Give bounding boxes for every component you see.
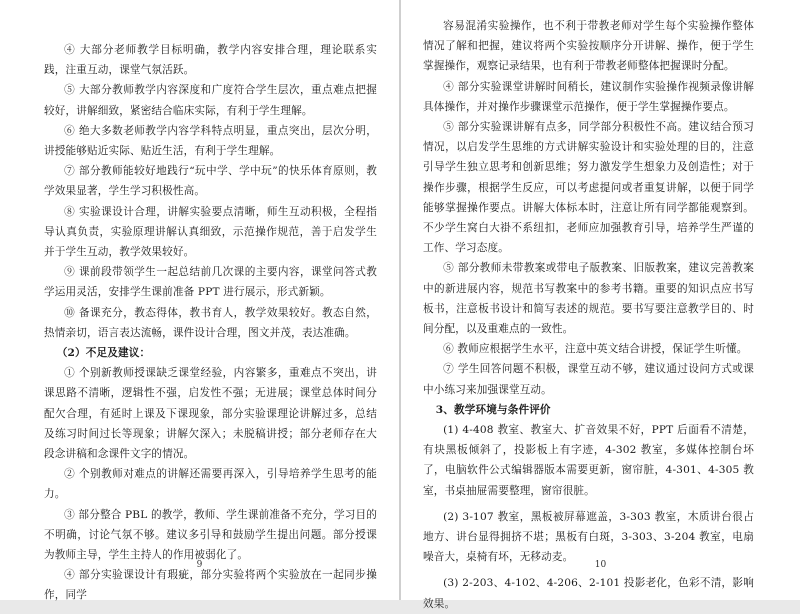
page-number: 9 [196, 560, 203, 570]
paragraph: ⑥ 绝大多数老师教学内容学科特点明显，重点突出，层次分明，讲授能够贴近实际、贴近生活，有利于学生理解。 [44, 124, 377, 158]
section-heading: （2）不足及建议： [56, 347, 151, 360]
paragraph: ⑦ 部分教师能较好地践行“玩中学、学中玩”的快乐体育原则，教学效果显著，学生学习积极性高。 [44, 165, 377, 198]
paragraph: ① 个别新教师授课缺乏课堂经验，内容繁多，重难点不突出，讲课思路不清晰，逻辑性不强，启发性不强；无进展；课堂总体时间分配欠合理，有延时上课及下课现象，部分实验课理论讲解过多，总结及练习时间过长等现象；讲解欠深入；未脱稿讲授；部分老师存在大段念讲稿和念课件文字的情况。 [44, 367, 377, 461]
paragraph: ⑤ 大部分教师教学内容深度和广度符合学生层次，重点难点把握较好，讲解细致，紧密结合临床实际，有利于学生理解。 [44, 84, 377, 117]
page-9 [0, 0, 399, 600]
paragraph: ⑩ 备课充分，教态得体，教书育人，教学效果较好。教态自然，热情亲切，语言表达流畅，课件设计合理，图文并茂，表达准确。 [44, 306, 377, 339]
paragraph: ④ 大部分老师教学目标明确，教学内容安排合理，理论联系实践，注重互动，课堂气氛活跃。 [44, 44, 377, 77]
page-10 [401, 0, 800, 610]
env-item: (3) 2-203、4-102、4-206、2-101 投影老化，色彩不清，影响效果。 [423, 577, 754, 610]
continued-paragraph: 容易混淆实验操作，也不利于带教老师对学生每个实验操作整体情况了解和把握，建议将两个实验按顺序分开讲解、操作，便于学生掌握操作，观察记录结果，也有利于带教老师整体把握课时分配。 [423, 20, 754, 73]
paragraph: ④ 部分实验课设计有瑕疵，部分实验将两个实验放在一起同步操作，同学 [44, 569, 377, 602]
paragraph: ⑧ 实验课设计合理，讲解实验要点清晰，师生互动积极，全程指导认真负责，实验原理讲解认真细致，示范操作规范，善于启发学生并于学生互动，教学效果较好。 [44, 205, 377, 259]
paragraph: ⑨ 课前段带领学生一起总结前几次课的主要内容，课堂问答式教学运用灵活，安排学生课前准备 PPT 进行展示，形式新颖。 [44, 266, 377, 299]
paragraph: ④ 部分实验课堂讲解时间稍长，建议制作实验操作视频录像讲解具体操作，并对操作步骤课堂示范操作，便于学生掌握操作要点。 [423, 80, 754, 113]
paragraph: ③ 部分整合 PBL 的教学，教师、学生课前准备不充分，学习目的不明确，讨论气氛不够。建议多引导和鼓励学生提出问题。部分授课为教师主导，学生主持人的作用被弱化了。 [44, 508, 377, 562]
paragraph: ② 个别教师对难点的讲解还需要再深入，引导培养学生思考的能力。 [44, 468, 377, 501]
env-item: (2) 3-107 教室，黑板被屏幕遮盖，3-303 教室，木质讲台很占地方、讲台显得拥挤不堪；黑板有白斑，3-303、3-204 教室，电扇噪音大，桌椅有坏，无移动麦。 [423, 510, 754, 564]
paragraph: ⑥ 教师应根据学生水平，注意中英文结合讲授，保证学生听懂。 [443, 343, 748, 356]
paragraph: ⑤ 部分教师未带教案或带电子版教案、旧版教案，建议完善教案中的新进展内容，规范书写教案中的参考书籍。重要的知识点应书写板书，注意板书设计和简写表述的规范。要书写要注意教学目的、时间分配，以及重难点的一致性。 [423, 262, 754, 336]
page-number: 10 [594, 560, 607, 570]
paragraph: ⑦ 学生回答问题不积极，课堂互动不够，建议通过设问方式或课中小练习来加强课堂互动。 [423, 363, 754, 396]
paragraph: ⑤ 部分实验课讲解有点多，同学部分积极性不高。建议结合预习情况，以启发学生思维的方式讲解实验设计和实验处理的目的，注意引导学生独立思考和创新思维；努力激发学生想象力及创造性；对于操作步骤，根据学生反应，可以考虑提问或者重复讲解，以便于同学能够掌握操作要点。讲解大体标本时，注意让所有同学都能观察到。不少学生窝白大褂不系纽扣，老师应加强教育引导，培养学生严谨的工作、学习态度。 [423, 121, 754, 255]
section-heading: 3、教学环境与条件评价 [435, 403, 551, 416]
env-item: (1) 4-408 教室、教室大、扩音效果不好，PPT 后面看不清楚，有块黑板倾斜了，投影板上有字迹，4-302 教室，多媒体控制台坏了，电脑软件公式编辑器版本需要更新，窗帘脏，4-301、4-305 教室，书桌抽屉需要整理，窗帘很脏。 [423, 424, 754, 497]
